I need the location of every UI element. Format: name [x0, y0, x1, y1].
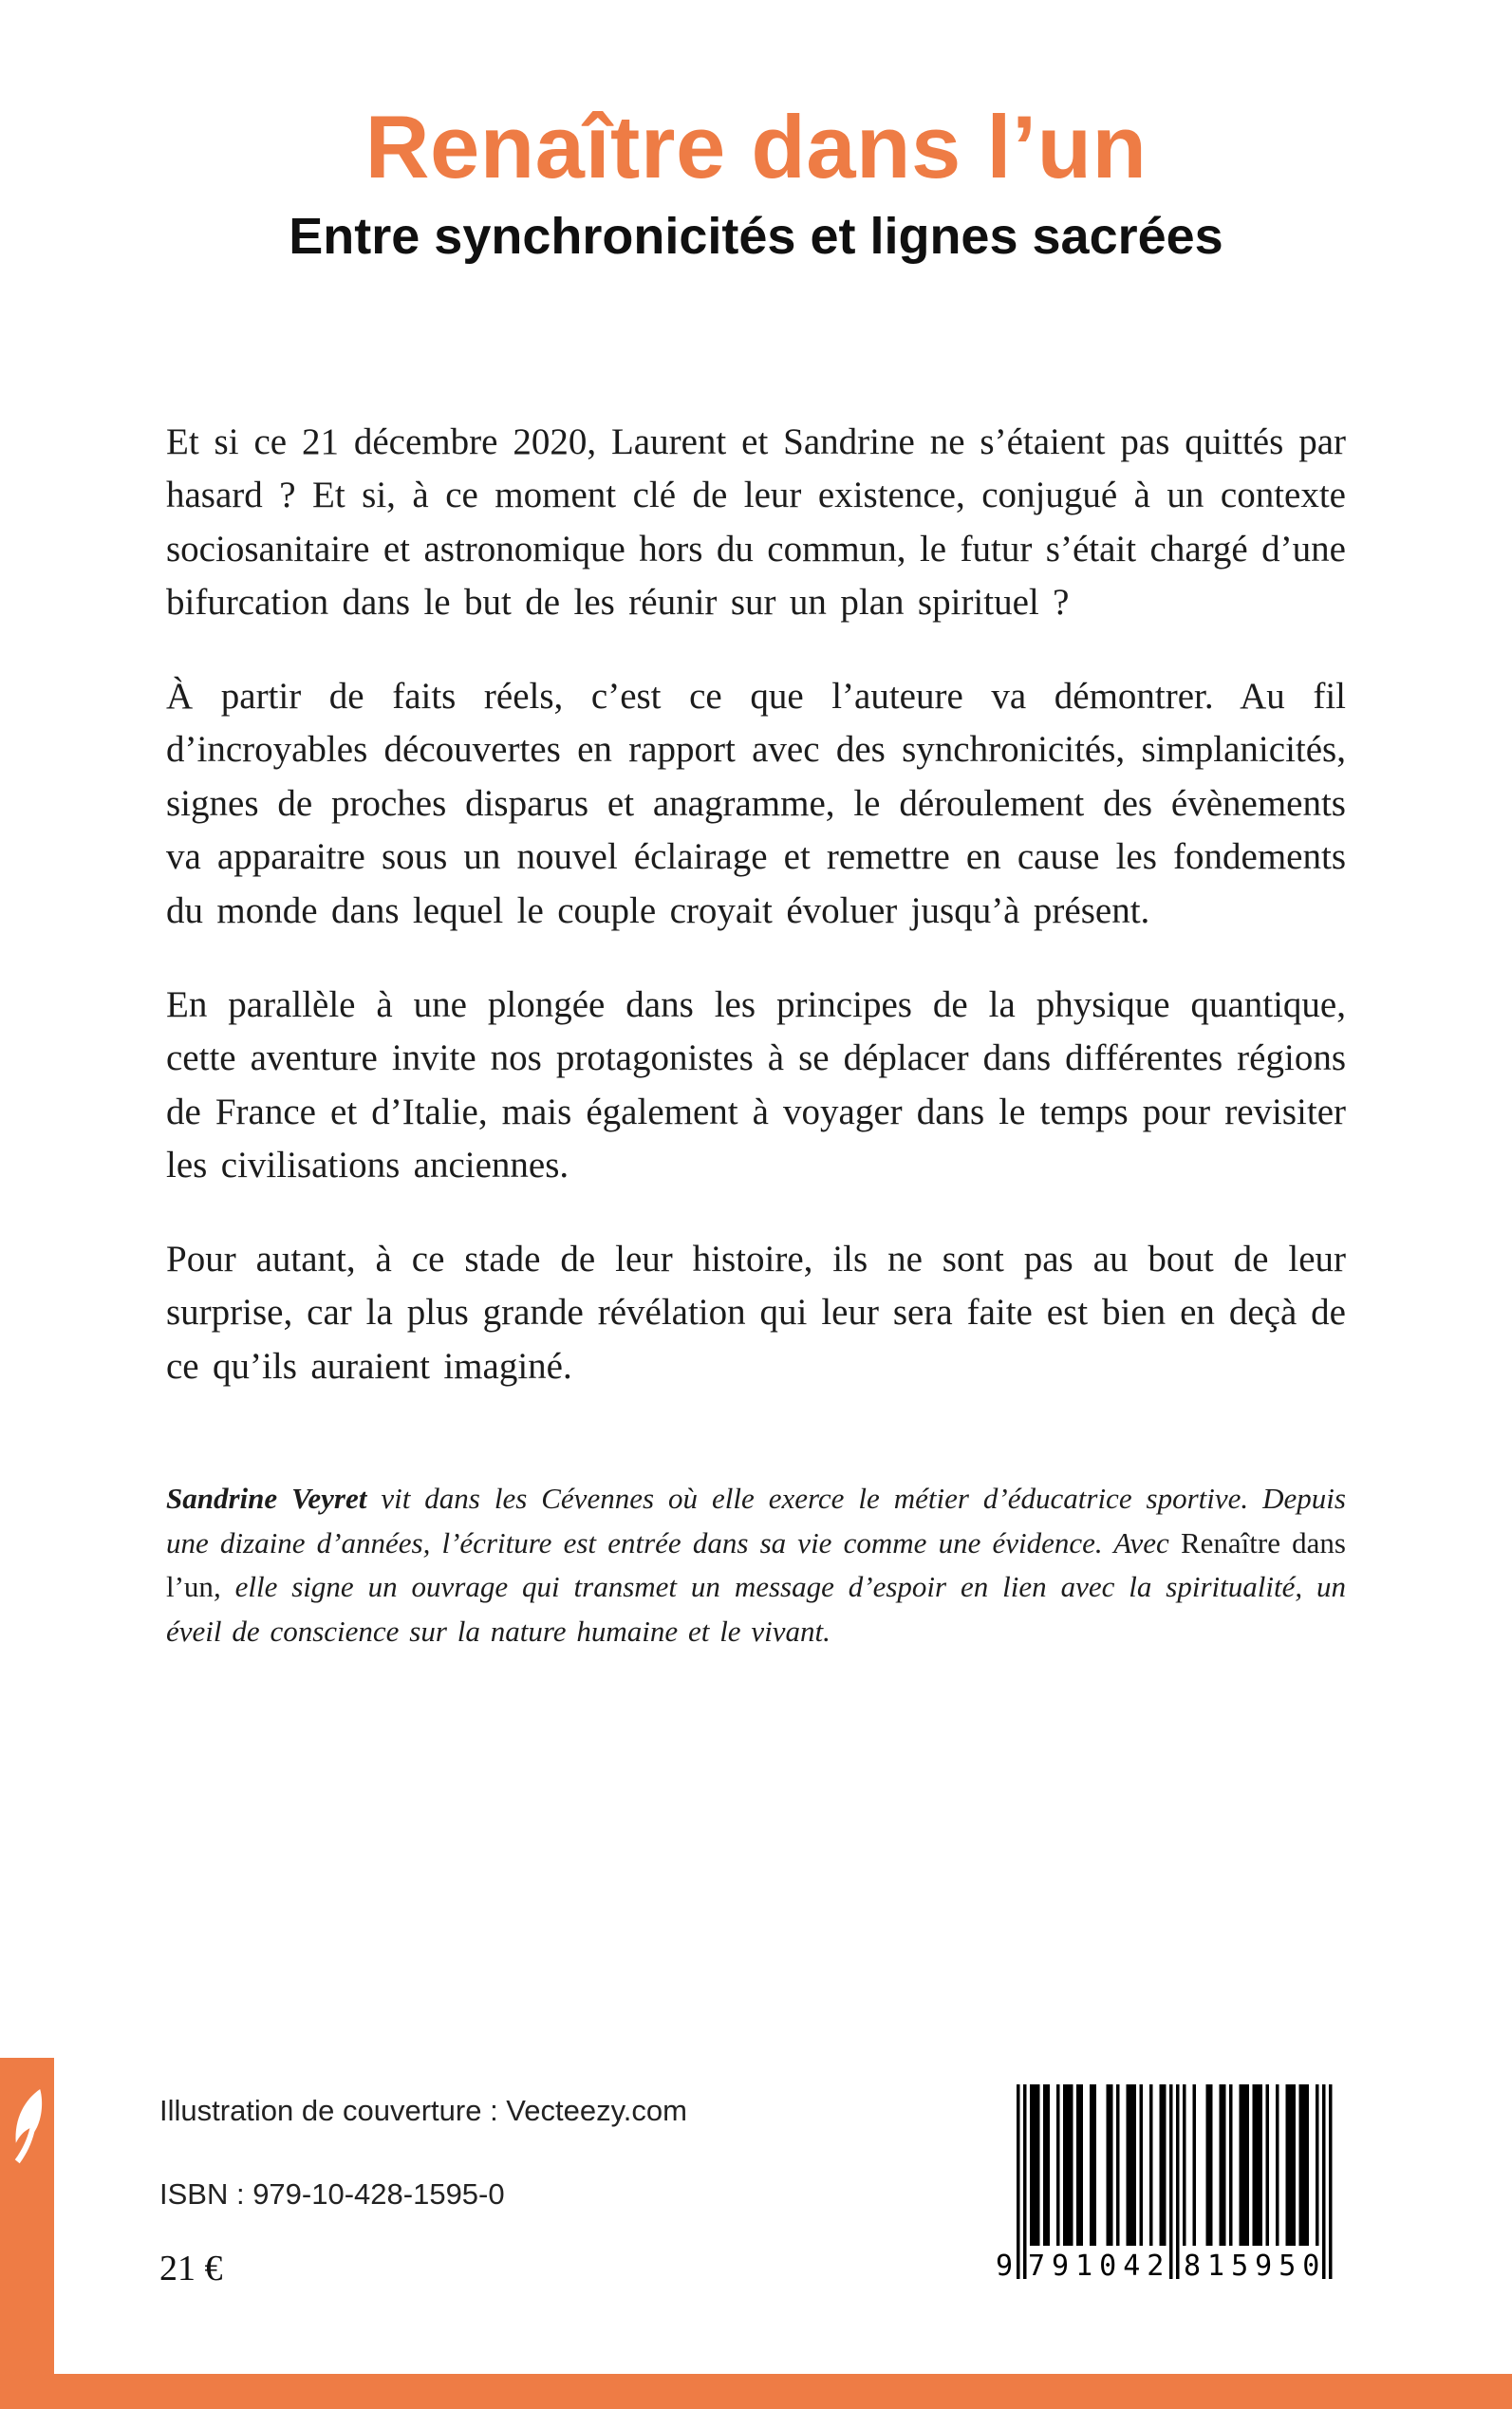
- bottom-accent-bar: [0, 2374, 1512, 2409]
- cover-header: [0, 0, 1512, 266]
- author-bio-text: [166, 1477, 1346, 1653]
- feather-icon: [7, 2084, 47, 2177]
- book-subtitle: Entre synchronicités et lignes sacrées: [289, 207, 1223, 265]
- book-title: Renaître dans l’un: [364, 97, 1148, 196]
- synopsis-paragraph-4: Pour autant, à ce stade de leur histoire, ils ne sont pas au bout de leur surprise, car la plus grande révélation qui leur sera faite est bien en deçà de ce qu’ils auraient imaginé.: [166, 1238, 1346, 1387]
- barcode-digit-group-1: 9: [995, 2250, 1013, 2283]
- price-text: 21 €: [159, 2249, 223, 2288]
- bio-text-before-title: vit dans les Cévennes où elle exerce le métier d’éducatrice sportive. Depuis une dizaine d’années, l’écriture est entrée dans sa vie comme une évidence. Avec: [166, 1482, 1346, 1559]
- barcode-digit-group-3: 815950: [1184, 2250, 1327, 2283]
- isbn-text: ISBN : 979-10-428-1595-0: [159, 2177, 505, 2211]
- synopsis-paragraph-3: En parallèle à une plongée dans les principes de la physique quantique, cette aventure invite nos protagonistes à se déplacer dans différentes régions de France et d’Italie, mais également à voyager dans le temps pour revisiter les civilisations anciennes.: [166, 983, 1346, 1186]
- illustration-credit: Illustration de couverture : Vecteezy.com: [159, 2094, 687, 2127]
- synopsis-paragraph-1: Et si ce 21 décembre 2020, Laurent et Sandrine ne s’étaient pas quittés par hasard ? Et si, à ce moment clé de leur existence, conjugué à un contexte sociosanitaire et astronomique hors du commun, le futur s’était chargé d’une bifurcation dans le but de les réunir sur un plan spirituel ?: [166, 420, 1346, 624]
- bio-book-title: Renaître dans l’un: [166, 1525, 1346, 1604]
- barcode-digits: [992, 2250, 1351, 2283]
- credits-block: [159, 2094, 687, 2289]
- bio-text-after-title: , elle signe un ouvrage qui transmet un message d’espoir en lien avec la spiritualité, un éveil de conscience sur la nature humaine et le vivant.: [166, 1570, 1346, 1648]
- publisher-spine-strip: [0, 2058, 54, 2409]
- synopsis: [166, 416, 1346, 1394]
- barcode: [992, 2084, 1351, 2299]
- author-bio: [166, 1477, 1346, 1653]
- synopsis-paragraph-2: À partir de faits réels, c’est ce que l’auteure va démontrer. Au fil d’incroyables découvertes en rapport avec des synchronicités, simplanicités, signes de proches disparus et anagramme, le déroulement des évènements va apparaitre sous un nouvel éclairage et remettre en cause les fondements du monde dans lequel le couple croyait évoluer jusqu’à présent.: [166, 675, 1346, 931]
- author-name: Sandrine Veyret: [166, 1482, 367, 1516]
- barcode-digit-group-2: 791042: [1028, 2250, 1171, 2283]
